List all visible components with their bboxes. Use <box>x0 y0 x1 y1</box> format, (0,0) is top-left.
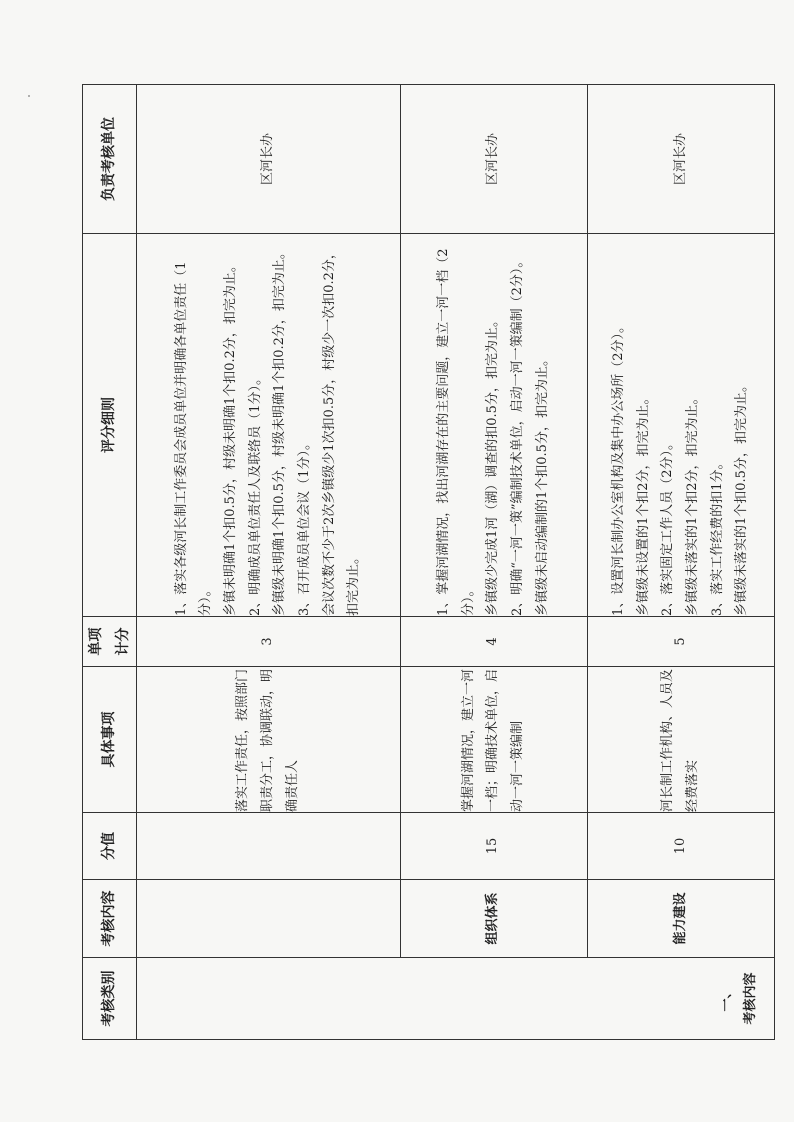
row-rules <box>400 234 587 617</box>
rotated-table-container <box>82 85 775 1040</box>
row-item-score: 5 <box>587 617 774 667</box>
header-item-score-line1: 单项 <box>88 627 104 656</box>
row-content <box>137 880 400 958</box>
header-unit: 负责考核单位 <box>83 85 137 234</box>
row-content: 能力建设 <box>587 880 774 958</box>
row-unit: 区河长办 <box>587 85 774 234</box>
header-content: 考核内容 <box>83 880 137 958</box>
rule-line: 乡镇未明确1个扣0.5分，村级未明确1个扣0.2分，扣完为止。 <box>223 259 239 616</box>
header-item: 具体事项 <box>83 667 137 813</box>
row-unit: 区河长办 <box>400 85 587 234</box>
row-content: 组织体系 <box>400 880 587 958</box>
rule-line: 1、掌握河湖情况，找出河湖存在的主要问题，建立一河一档（2分）。 <box>435 248 476 616</box>
assessment-table <box>82 84 775 1040</box>
rule-line: 3、召开成员单位会议（1分）。 <box>297 436 313 616</box>
rule-line: 3、落实工作经费的扣1分。 <box>709 456 725 616</box>
row-unit: 区河长办 <box>137 85 400 234</box>
rule-line: 1、设置河长制办公室机构及集中办公场所（2分）。 <box>610 319 626 616</box>
rule-line: 乡镇级未设置的1个扣2分，扣完为止。 <box>635 391 651 616</box>
rule-line: 乡镇级未落实的1个扣2分，扣完为止。 <box>684 391 700 616</box>
header-item-score <box>83 617 137 667</box>
row-score: 15 <box>400 813 587 880</box>
row-item: 落实工作责任，按照部门职责分工，协调联动，明确责任人 <box>137 667 400 813</box>
row-item-score: 4 <box>400 617 587 667</box>
row-rules <box>587 234 774 617</box>
category-cell <box>137 958 775 1040</box>
row-score: 10 <box>587 813 774 880</box>
rule-line: 乡镇级少完成1河（湖）调查的扣0.5分，扣完为止。 <box>485 314 501 616</box>
table-row <box>587 85 774 1040</box>
rule-line: 会议次数不少于2次乡镇级少1次扣0.5分，村级少一次扣0.2分，扣完为止。 <box>321 246 362 616</box>
category-label: 考核内容 <box>743 972 759 1025</box>
table-row <box>400 85 587 1040</box>
rule-line: 2、明确“一河一策”编制技术单位，启动一河一策编制（2分）。 <box>510 254 526 616</box>
header-score: 分值 <box>83 813 137 880</box>
rule-line: 乡镇级未明确1个扣0.5分，村级未明确1个扣0.2分，扣完为止。 <box>272 246 288 616</box>
table-row <box>137 85 400 1040</box>
rule-line: 1、落实各级河长制工作委员会成员单位并明确各单位责任（1分）。 <box>173 261 214 616</box>
header-item-score-line2: 计分 <box>114 627 131 656</box>
row-item: 掌握河湖情况，建立一河一档；明确技术单位，启动一河一策编制 <box>400 667 587 813</box>
header-rules: 评分细则 <box>83 234 137 617</box>
header-category: 考核类别 <box>83 958 137 1040</box>
row-rules <box>137 234 400 617</box>
scan-speck <box>28 95 30 97</box>
rule-line: 乡镇级未启动编制的1个扣0.5分，扣完为止。 <box>534 353 550 616</box>
rule-line: 2、落实固定工作人员（2分）。 <box>660 436 676 616</box>
row-item: 河长制工作机构、人员及经费落实 <box>587 667 774 813</box>
header-row <box>83 85 137 1040</box>
rule-line: 乡镇级未落实的1个扣0.5分，扣完为止。 <box>734 379 750 616</box>
row-item-score: 3 <box>137 617 400 667</box>
category-numeral: 一、 <box>718 985 734 1012</box>
rule-line: 2、明确成员单位责任人及联络员（1分）。 <box>247 371 263 616</box>
row-score <box>137 813 400 880</box>
